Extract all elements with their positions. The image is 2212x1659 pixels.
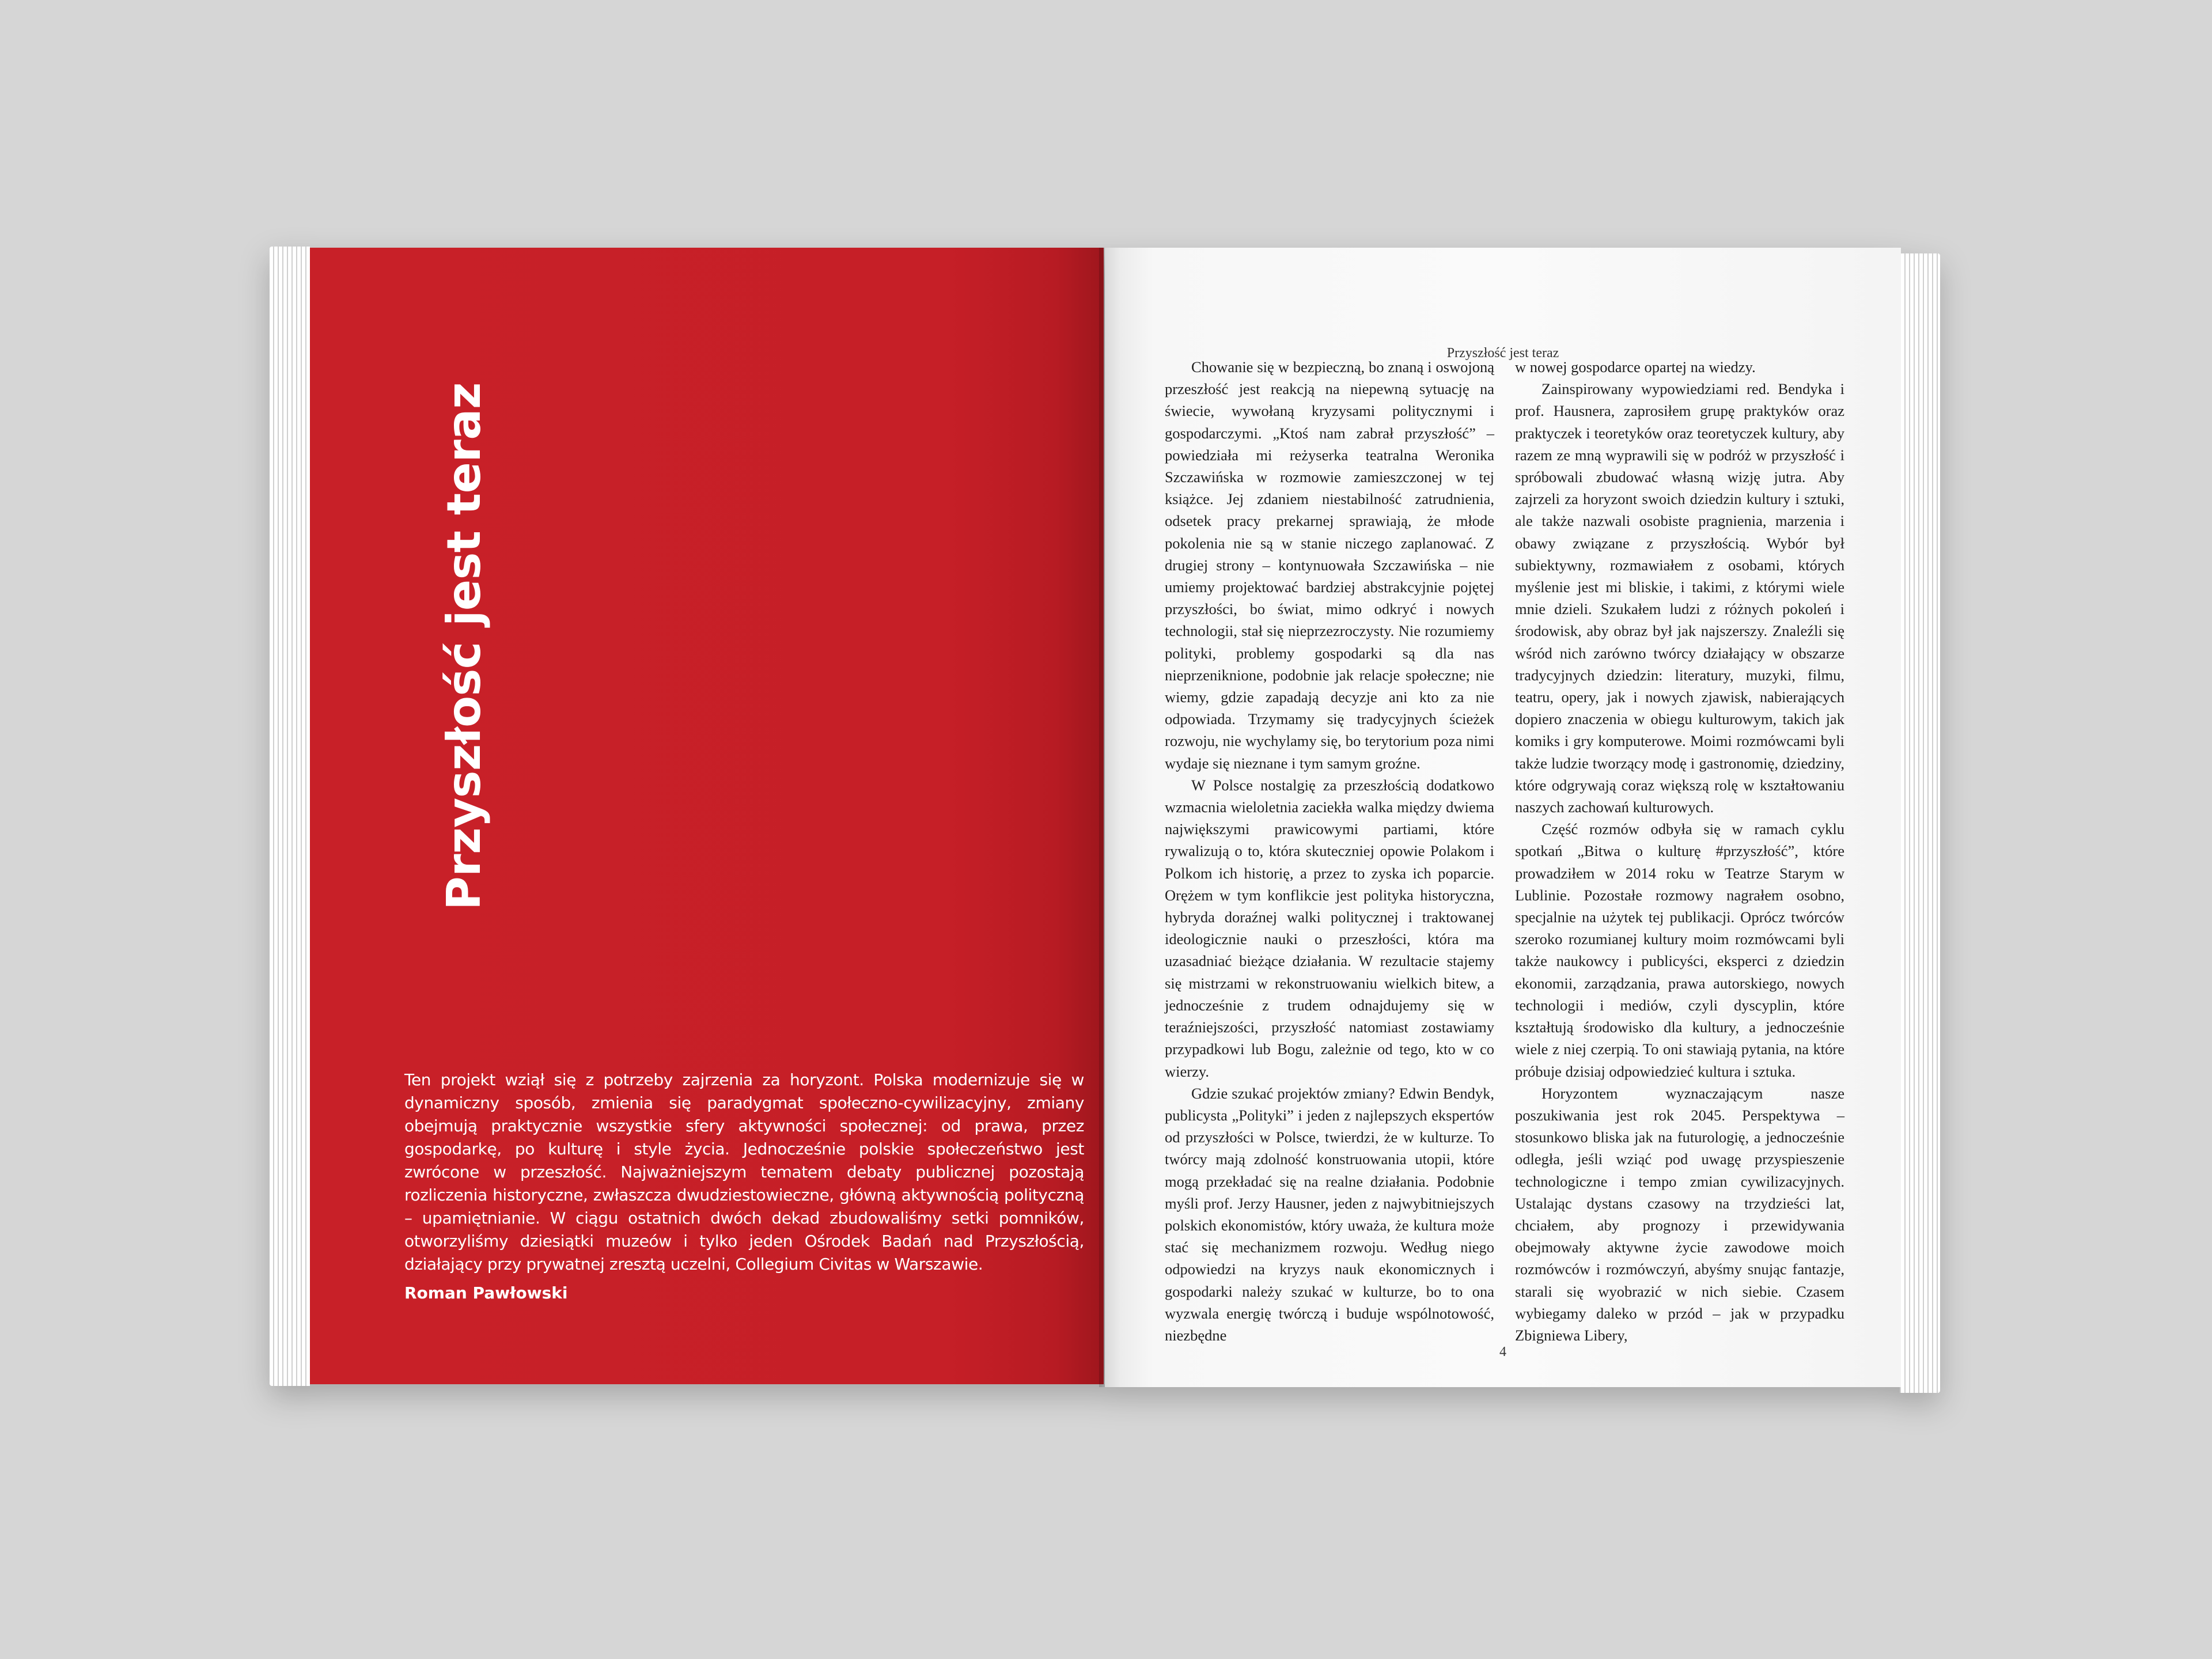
paragraph: Gdzie szukać projektów zmiany? Edwin Bendyk, publicysta „Polityki” i jeden z najlepszych ekspertów od przyszłości w Polsce, twierdzi, że w kulturze. To twórcy mają zdolność konstruowania utopii, które mogą przekładać się na realne działania. Podobnie myśli prof. Jerzy Hausner, jeden z najwybitniejszych polskich ekonomistów, który uważa, że kultura może stać się mechanizmem rozwoju. Według niego odpowiedzi na kryzys nauk ekonomicznych i gospodarki należy szukać w kulturze, bo to ona wyzwala energię twórczą i buduje wspólnotowość, niezbędne: [1165, 1084, 1494, 1344]
paragraph: Horyzontem wyznaczającym nasze poszukiwania jest rok 2045. Perspektywa – stosunkowo bliska jak na futurologię, a jednocześnie odległa, jeśli wziąć pod uwagę przyspieszenie technologiczne i tempo zmian cywilizacyjnych. Ustalając dystans czasowy na trzydzieści lat, chciałem, aby prognozy i przewidywania obejmowały aktywne życie zawodowe moich rozmówców i rozmówczyń, abyśmy snując fantazje, starali się wyobrazić w nich siebie. Czasem wybiegamy daleko w przód – jak w przypadku Zbigniewa Libery,: [1515, 1084, 1844, 1344]
running-head: Przyszłość jest teraz: [1446, 346, 1559, 361]
author-name: Roman Pawłowski: [404, 1283, 568, 1302]
paragraph: Chowanie się w bezpieczną, bo znaną i oswojoną przeszłość jest reakcją na niepewną sytuację na świecie, wywołaną kryzysami politycznymi i gospodarczymi. „Ktoś nam zabrał przyszłość” – powiedziała mi reżyserka teatralna Weronika Szczawińska w rozmowie zamieszczonej w tej książce. Jej zdaniem niestabilność zatrudnienia, odsetek pracy prekarnej sprawiają, że młode pokolenia nie są w stanie niczego zaplanować. Z drugiej strony – kontynuowała Szczawińska – nie umiemy projektować bardziej abstrakcyjnie pojętej przyszłości, bo świat, mimo odkryć i nowych technologii, stał się nieprzezroczysty. Nie rozumiemy polityki, problemy gospodarki są dla nas nieprzeniknione, podobnie jak relacje społeczne; nie wiemy, gdzie zapadają decyzje ani kto za nie odpowiada. Trzymamy się tradycyjnych ścieżek rozwoju, nie wychylamy się, bo terytorium poza nimi wydaje się nieznane i tym samym groźne.: [1165, 358, 1494, 772]
right-page: [1105, 248, 1901, 1387]
paragraph: w nowej gospodarce opartej na wiedzy.: [1515, 358, 1756, 376]
chapter-title: Przyszłość jest teraz: [437, 382, 491, 910]
open-book: [270, 242, 1940, 1406]
right-page-edges: [1900, 253, 1940, 1393]
text-column-right: [1515, 356, 1844, 1346]
text-column-left: [1165, 356, 1494, 1346]
left-page: [310, 248, 1104, 1384]
paragraph: Zainspirowany wypowiedziami red. Bendyka i prof. Hausnera, zaprosiłem grupę praktyków oraz praktyczek i teoretyków oraz teoretyczek kultury, aby razem ze mną wyprawili się w podróż w przyszłość i spróbowali zbudować własną wizję jutra. Aby zajrzeli za horyzont swoich dziedzin kultury i sztuki, ale także nazwali osobiste pragnienia, marzenia i obawy związane z przyszłością. Wybór był subiektywny, rozmawiałem z osobami, których myślenie jest mi bliskie, i takimi, z którymi wiele mnie dzieli. Szukałem ludzi z różnych pokoleń i środowisk, aby obraz był jak najszerszy. Znaleźli się wśród nich zarówno twórcy działający w obszarze tradycyjnych dziedzin: literatury, muzyki, filmu, teatru, opery, jak i nowych zjawisk, nabierających dopiero znaczenia w obiegu kulturowym, takich jak komiks i gry komputerowe. Moimi rozmówcami byli także ludzie tworzący modę i gastronomię, dziedziny, które odgrywają coraz większą rolę w kształtowaniu naszych zachowań kulturowych.: [1515, 380, 1844, 816]
page-number: 4: [1499, 1344, 1506, 1359]
intro-paragraph: Ten projekt wziął się z potrzeby zajrzenia za horyzont. Polska modernizuje się w dynamiczny sposób, zmienia się paradygmat społeczno-cywilizacyjny, zmiany obejmują praktycznie wszystkie sfery aktywności społecznej: od prawa, przez gospodarkę, po kulturę i style życia. Jednocześnie polskie społeczeństwo jest zwrócone w przeszłość. Najważniejszym tematem debaty publicznej pozostają rozliczenia historyczne, zwłaszcza dwudziestowieczne, główną aktywnością polityczną – upamiętnianie. W ciągu ostatnich dwóch dekad zbudowaliśmy setki pomników, otworzyliśmy dziesiątki muzeów i tylko jeden Ośrodek Badań nad Przyszłością, działający przy prywatnej zresztą uczelni, Collegium Civitas w Warszawie.: [404, 1070, 1084, 1274]
left-page-edges: [270, 247, 310, 1386]
paragraph: Część rozmów odbyła się w ramach cyklu spotkań „Bitwa o kulturę #przyszłość”, które prowadziłem w 2014 roku w Teatrze Starym w Lublinie. Pozostałe rozmowy nagrałem osobno, specjalnie na użytek tej publikacji. Oprócz twórców szeroko rozumianej kultury moim rozmówcami byli także naukowcy i publicyści, eksperci z dziedzin ekonomii, zarządzania, prawa autorskiego, nowych technologii i mediów, czyli dyscyplin, które kształtują środowisko dla kultury, a jednocześnie wiele z niej czerpią. To oni stawiają pytania, na które próbuje dzisiaj odpowiedzieć kultura i sztuka.: [1515, 820, 1844, 1080]
paragraph: W Polsce nostalgię za przeszłością dodatkowo wzmacnia wieloletnia zaciekła walka między dwiema największymi prawicowymi partiami, które rywalizują o to, która skuteczniej opowie Polakom i Polkom ich historię, a przez to zyska ich poparcie. Orężem w tym konflikcie jest polityka historyczna, hybryda doraźnej walki politycznej i traktowanej ideologicznie nauki o przeszłości, która ma uzasadniać bieżące działania. W rezultacie stajemy się mistrzami w rekonstruowaniu wielkich bitew, a jednocześnie z trudem odnajdujemy się w teraźniejszości, przyszłość natomiast zostawiamy przypadkowi lub Bogu, zależnie od tego, kto w co wierzy.: [1165, 776, 1494, 1080]
